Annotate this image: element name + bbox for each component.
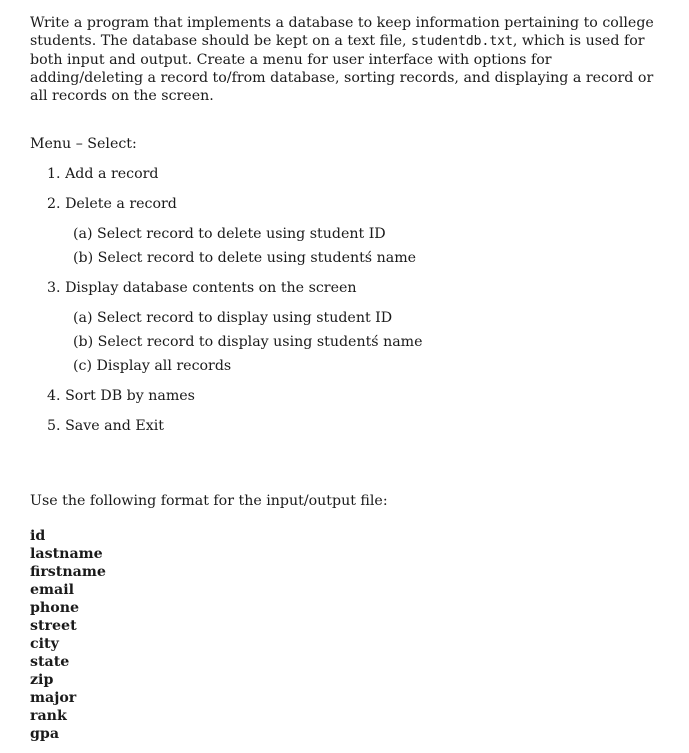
menu-item-text: Display database contents on the screen xyxy=(65,280,357,296)
menu-item-text: Add a record xyxy=(65,166,159,182)
submenu-item-marker: (b) xyxy=(73,250,94,266)
field-item: street xyxy=(30,618,77,634)
submenu-item-marker: (c) xyxy=(73,358,93,374)
field-item: gpa xyxy=(30,726,60,742)
intro-filename: studentdb.txt xyxy=(411,34,513,49)
field-item: firstname xyxy=(30,564,106,580)
submenu-item-marker: (b) xyxy=(73,334,94,350)
field-item: state xyxy=(30,654,70,670)
field-item: email xyxy=(30,582,75,598)
field-item: zip xyxy=(30,672,54,688)
submenu-item-marker: (a) xyxy=(73,226,93,242)
menu-item-marker: 4. xyxy=(47,388,61,404)
menu-item-marker: 3. xyxy=(47,280,61,296)
menu-heading: Menu – Select: xyxy=(30,136,137,152)
menu-item-marker: 1. xyxy=(47,166,61,182)
intro-paragraph xyxy=(30,14,660,105)
menu-item-marker: 5. xyxy=(47,418,61,434)
submenu-item-delete-by-name xyxy=(73,250,416,266)
menu-item-save-exit xyxy=(47,418,164,434)
submenu-item-text: Select record to display using studentś name xyxy=(97,334,423,350)
menu-item-marker: 2. xyxy=(47,196,61,212)
field-list xyxy=(30,527,106,743)
menu-item-sort-db xyxy=(47,388,195,404)
format-heading: Use the following format for the input/output file: xyxy=(30,493,388,509)
submenu-item-text: Display all records xyxy=(96,358,232,374)
field-item: lastname xyxy=(30,546,103,562)
submenu-item-display-by-name xyxy=(73,334,423,350)
submenu-item-text: Select record to delete using studentś name xyxy=(97,250,417,266)
field-item: id xyxy=(30,528,46,544)
menu-item-text: Sort DB by names xyxy=(65,388,195,404)
submenu-item-text: Select record to display using student ID xyxy=(97,310,393,326)
document-page xyxy=(30,14,660,742)
submenu-item-text: Select record to delete using student ID xyxy=(97,226,386,242)
submenu-item-display-all xyxy=(73,358,231,374)
field-item: rank xyxy=(30,708,67,724)
field-item: phone xyxy=(30,600,80,616)
submenu-item-delete-by-id xyxy=(73,226,386,242)
menu-item-text: Save and Exit xyxy=(65,418,164,434)
submenu-item-marker: (a) xyxy=(73,310,93,326)
menu-item-add-record xyxy=(47,166,158,182)
field-item: city xyxy=(30,636,59,652)
menu-item-display-contents xyxy=(47,280,357,296)
field-item: major xyxy=(30,690,77,706)
menu-item-delete-record xyxy=(47,196,177,212)
submenu-item-display-by-id xyxy=(73,310,392,326)
intro-text-part2: , which is used for both input and output. Create a menu for user interface with options for adding/deleting a record to/from database, sorting records, and displaying a record or all records on the screen. xyxy=(30,33,654,104)
menu-item-text: Delete a record xyxy=(65,196,177,212)
intro-text-part1: Write a program that implements a database to keep information pertaining to college students. The database should be kept on a text file, xyxy=(30,15,654,49)
